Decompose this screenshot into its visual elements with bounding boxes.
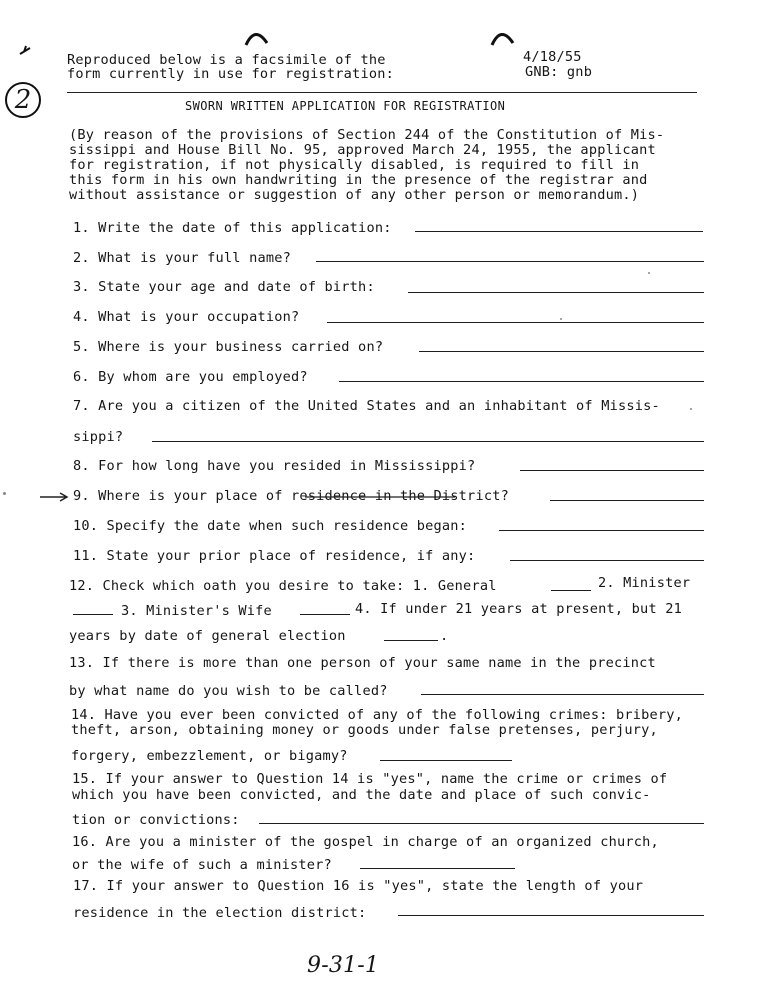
question-17-answer-line[interactable] — [398, 915, 704, 916]
question-10-answer-line[interactable] — [499, 530, 704, 531]
question-14-label-line-3: forgery, embezzlement, or bigamy? — [71, 748, 348, 764]
question-5-label: 5. Where is your business carried on? — [73, 339, 384, 355]
question-8-answer-line[interactable] — [520, 470, 704, 471]
question-3-label: 3. State your age and date of birth: — [73, 279, 375, 295]
question-4-answer-line[interactable] — [327, 322, 704, 323]
preamble-line-3: for registration, if not physically disabled, is required to fill in — [69, 157, 640, 173]
question-14-answer-line[interactable] — [380, 760, 512, 761]
question-4-label: 4. What is your occupation? — [73, 309, 300, 325]
question-12-label-line-1: 12. Check which oath you desire to take: 1. General — [69, 578, 497, 594]
question-12-label-line-3: years by date of general election — [69, 628, 346, 644]
question-13-label-line-1: 13. If there is more than one person of your same name in the precinct — [69, 655, 656, 671]
question-2-label: 2. What is your full name? — [73, 250, 291, 266]
question-15-label-line-3: tion or convictions: — [72, 812, 240, 828]
header-rule — [67, 92, 697, 93]
question-7-label-line-2: sippi? — [73, 429, 124, 445]
oath-under-21-blank[interactable] — [384, 640, 438, 641]
oath-ministers-wife-label: 3. Minister's Wife — [121, 603, 272, 619]
circled-page-mark — [4, 81, 42, 119]
question-15-label-line-2: which you have been convicted, and the date and place of such convic- — [72, 787, 651, 803]
question-16-label-line-1: 16. Are you a minister of the gospel in charge of an organized church, — [72, 834, 659, 850]
question-17-label-line-2: residence in the election district: — [73, 905, 367, 921]
question-1-label: 1. Write the date of this application: — [73, 220, 392, 236]
question-6-label: 6. By whom are you employed? — [73, 369, 308, 385]
question-9-margin-arrow — [40, 492, 70, 502]
question-16-label-line-2: or the wife of such a minister? — [72, 857, 332, 873]
question-8-label: 8. For how long have you resided in Mississippi? — [73, 458, 476, 474]
question-9-answer-line[interactable] — [550, 500, 704, 501]
question-14-label-line-2: theft, arson, obtaining money or goods under false pretenses, perjury, — [71, 722, 658, 738]
oath-ministers-wife-blank[interactable] — [300, 614, 350, 615]
scan-speck — [560, 318, 562, 320]
question-3-answer-line[interactable] — [408, 292, 704, 293]
form-title: SWORN WRITTEN APPLICATION FOR REGISTRATION — [185, 99, 506, 113]
question-12-period: . — [440, 628, 449, 644]
page-mark-number: 2 — [14, 85, 32, 115]
question-2-answer-line[interactable] — [316, 261, 704, 262]
question-13-label-line-2: by what name do you wish to be called? — [69, 683, 388, 699]
scan-speck — [690, 408, 692, 410]
header-date: 4/18/55 — [523, 49, 582, 65]
preamble-line-1: (By reason of the provisions of Section 244 of the Constitution of Mis- — [69, 127, 665, 143]
oath-minister-label: 2. Minister — [598, 575, 691, 591]
scan-speck — [3, 492, 6, 495]
question-5-answer-line[interactable] — [419, 351, 704, 352]
question-10-label: 10. Specify the date when such residence began: — [73, 518, 468, 534]
preamble-line-2: sissippi and House Bill No. 95, approved March 24, 1955, the applicant — [69, 142, 656, 158]
oath-general-blank[interactable] — [551, 590, 591, 591]
question-6-answer-line[interactable] — [339, 381, 704, 382]
question-7-label-line-1: 7. Are you a citizen of the United States and an inhabitant of Missis- — [73, 398, 660, 414]
oath-minister-blank[interactable] — [73, 614, 113, 615]
preamble-line-4: this form in his own handwriting in the presence of the registrar and — [69, 172, 648, 188]
header-line-2: form currently in use for registration: — [67, 66, 394, 82]
scan-speck — [648, 272, 650, 274]
question-11-label: 11. State your prior place of residence, if any: — [73, 548, 476, 564]
question-17-label-line-1: 17. If your answer to Question 16 is "yes", state the length of your — [73, 878, 644, 894]
hole-punch-mark-left — [243, 27, 271, 47]
header-line-1: Reproduced below is a facsimile of the — [67, 52, 386, 68]
question-7-answer-line[interactable] — [152, 441, 704, 442]
question-9-strikethrough — [305, 492, 455, 502]
question-11-answer-line[interactable] — [510, 560, 704, 561]
question-13-answer-line[interactable] — [421, 694, 704, 695]
question-14-label-line-1: 14. Have you ever been convicted of any of the following crimes: bribery, — [71, 707, 684, 723]
margin-tick-mark — [18, 44, 32, 56]
question-15-label-line-1: 15. If your answer to Question 14 is "yes", name the crime or crimes of — [72, 771, 668, 787]
question-15-answer-line[interactable] — [259, 823, 704, 824]
hole-punch-mark-right — [489, 27, 517, 47]
preamble-line-5: without assistance or suggestion of any other person or memorandum.) — [69, 187, 640, 203]
question-16-answer-line[interactable] — [360, 868, 515, 869]
question-9-label: 9. Where is your place of residence in the District? — [73, 488, 509, 504]
question-1-answer-line[interactable] — [415, 231, 703, 232]
header-initials: GNB: gnb — [525, 64, 593, 80]
oath-under-21-label: 4. If under 21 years at present, but 21 — [355, 601, 682, 617]
handwritten-file-number: 9-31-1 — [307, 953, 380, 978]
